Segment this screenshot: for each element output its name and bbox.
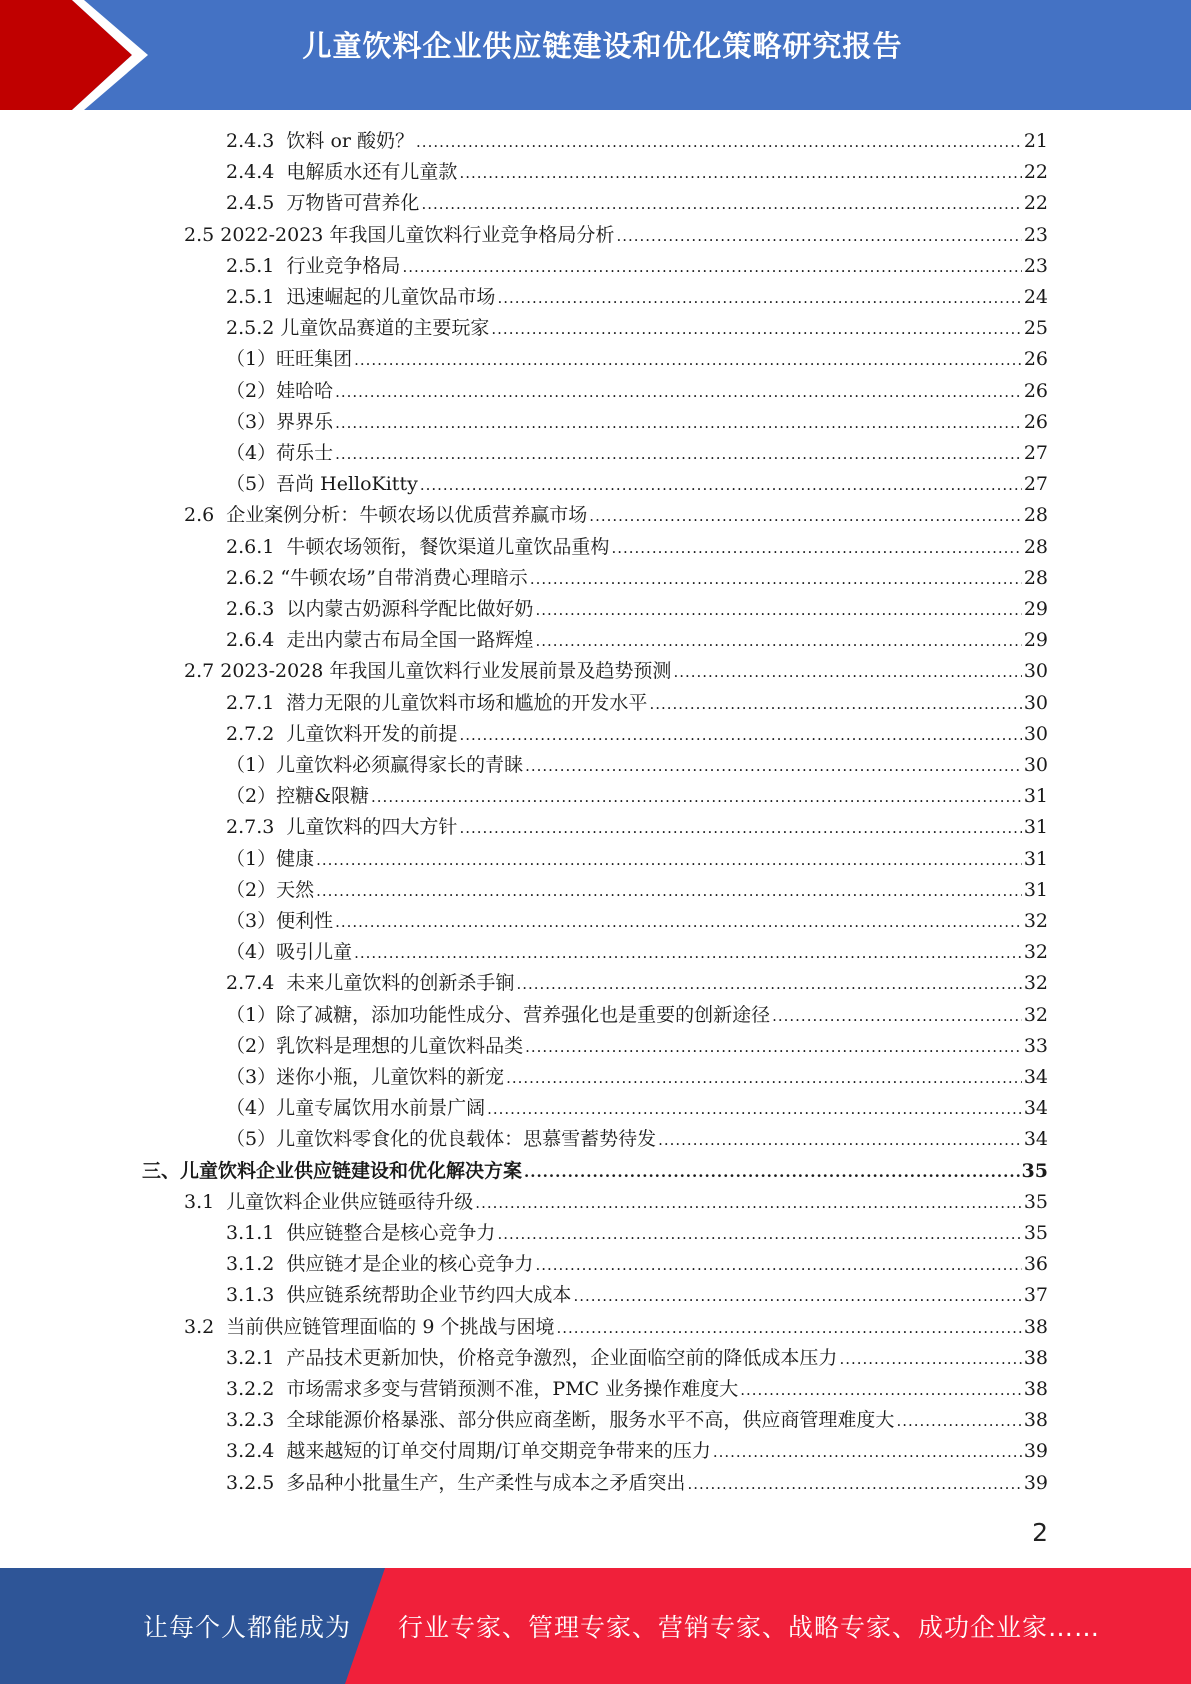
toc-entry-title: 2.5.1 行业竞争格局 <box>226 254 401 277</box>
toc-entry-title: 2.5.2 儿童饮品赛道的主要玩家 <box>226 317 490 340</box>
toc-entry[interactable] <box>226 812 1048 843</box>
toc-entry[interactable] <box>226 313 1048 344</box>
toc-leader-dots <box>673 657 1021 688</box>
toc-entry-title: 3.2.2 市场需求多变与营销预测不准，PMC 业务操作难度大 <box>226 1378 739 1400</box>
toc-entry[interactable] <box>226 781 1048 812</box>
toc-leader-dots <box>649 689 1021 720</box>
toc-entry-page: 29 <box>1023 629 1048 652</box>
toc-entry-title: 3.2.5 多品种小批量生产，生产柔性与成本之矛盾突出 <box>226 1471 686 1494</box>
toc-leader-dots <box>573 1281 1021 1312</box>
toc-entry[interactable] <box>226 126 1048 157</box>
toc-leader-dots <box>506 1063 1022 1094</box>
toc-leader-dots <box>616 221 1021 252</box>
toc-leader-dots <box>316 845 1022 876</box>
toc-entry-page: 35 <box>1021 1159 1048 1182</box>
toc-entry-title: （4）荷乐士 <box>226 442 334 464</box>
toc-leader-dots <box>589 501 1022 532</box>
toc-entry[interactable] <box>226 1374 1048 1405</box>
toc-leader-dots <box>354 345 1022 376</box>
toc-entry-page: 38 <box>1023 1315 1048 1338</box>
toc-entry-page: 33 <box>1023 1034 1048 1057</box>
toc-entry-title: 3.2.4 越来越短的订单交付周期/订单交期竞争带来的压力 <box>226 1440 711 1463</box>
toc-leader-dots <box>459 813 1021 844</box>
toc-entry[interactable] <box>226 1124 1048 1155</box>
toc-entry-title: 2.5.1 迅速崛起的儿童饮品市场 <box>226 286 496 308</box>
toc-entry-title: （3）便利性 <box>226 910 334 932</box>
toc-entry[interactable] <box>226 844 1048 875</box>
toc-entry-title: （2）乳饮料是理想的儿童饮料品类 <box>226 1034 524 1057</box>
toc-leader-dots <box>335 439 1022 470</box>
toc-leader-dots <box>497 1219 1021 1250</box>
toc-leader-dots <box>772 1001 1022 1032</box>
toc-entry-page: 35 <box>1023 1190 1048 1213</box>
toc-entry-title: 2.6 企业案例分析：牛顿农场以优质营养赢市场 <box>184 504 588 527</box>
toc-entry-title: 3.2 当前供应链管理面临的 9 个挑战与困境 <box>184 1315 555 1338</box>
toc-leader-dots <box>335 408 1022 439</box>
toc-entry[interactable] <box>226 407 1048 438</box>
toc-leader-dots <box>416 127 1022 158</box>
toc-entry-title: （5）儿童饮料零食化的优良载体：思慕雪蓄势待发 <box>226 1128 657 1151</box>
toc-entry-page: 28 <box>1023 504 1048 527</box>
toc-entry[interactable] <box>226 251 1048 282</box>
toc-entry[interactable] <box>226 968 1048 999</box>
toc-entry[interactable] <box>226 719 1048 750</box>
toc-leader-dots <box>524 1157 1020 1188</box>
toc-entry[interactable] <box>226 1000 1048 1031</box>
toc-entry[interactable] <box>226 1218 1048 1249</box>
toc-entry-page: 31 <box>1023 785 1048 808</box>
toc-leader-dots <box>525 1032 1022 1063</box>
toc-entry[interactable] <box>226 282 1048 313</box>
toc-entry-title: 3.2.3 全球能源价格暴涨、部分供应商垄断，服务水平不高，供应商管理难度大 <box>226 1409 895 1432</box>
toc-entry[interactable] <box>226 1062 1048 1093</box>
toc-leader-dots <box>459 720 1021 751</box>
toc-entry-title: 三、儿童饮料企业供应链建设和优化解决方案 <box>142 1159 523 1182</box>
toc-entry[interactable] <box>184 1312 1048 1343</box>
toc-entry-title: 3.2.1 产品技术更新加快，价格竞争激烈，企业面临空前的降低成本压力 <box>226 1346 838 1369</box>
toc-entry-title: 2.7.1 潜力无限的儿童饮料市场和尴尬的开发水平 <box>226 691 648 714</box>
toc-entry-title: 2.4.4 电解质水还有儿童款 <box>226 161 458 184</box>
toc-entry-title: 2.7.2 儿童饮料开发的前提 <box>226 722 458 745</box>
toc-entry[interactable] <box>226 1031 1048 1062</box>
toc-entry[interactable] <box>226 344 1048 375</box>
toc-entry[interactable] <box>226 1436 1048 1467</box>
toc-entry-title: （2）天然 <box>226 878 315 901</box>
toc-leader-dots <box>487 1094 1022 1125</box>
toc-entry-page: 23 <box>1023 223 1048 246</box>
toc-entry[interactable] <box>226 1468 1048 1499</box>
header-banner <box>0 0 1191 110</box>
toc-entry[interactable] <box>184 220 1048 251</box>
toc-entry[interactable] <box>184 1187 1048 1218</box>
toc-entry-title: 2.5 2022-2023 年我国儿童饮料行业竞争格局分析 <box>184 223 615 246</box>
toc-entry-page: 36 <box>1023 1253 1048 1276</box>
toc-entry-title: 2.7 2023-2028 年我国儿童饮料行业发展前景及趋势预测 <box>184 660 672 683</box>
toc-entry-title: （4）吸引儿童 <box>226 941 353 964</box>
toc-leader-dots <box>535 595 1021 626</box>
toc-leader-dots <box>556 1313 1021 1344</box>
toc-entry-title: 2.6.4 走出内蒙古布局全国一路辉煌 <box>226 629 534 652</box>
toc-entry-page: 26 <box>1023 348 1048 371</box>
toc-entry-page: 26 <box>1023 379 1048 402</box>
toc-leader-dots <box>371 782 1022 813</box>
toc-leader-dots <box>535 1250 1021 1281</box>
toc-leader-dots <box>421 189 1021 220</box>
toc-leader-dots <box>713 1437 1022 1468</box>
toc-leader-dots <box>525 751 1022 782</box>
toc-entry-page: 29 <box>1023 598 1048 620</box>
toc-entry[interactable] <box>226 594 1048 625</box>
toc-entry-page: 38 <box>1023 1346 1048 1369</box>
toc-entry-page: 31 <box>1023 816 1048 839</box>
toc-entry-page: 30 <box>1023 691 1048 714</box>
toc-entry-page: 22 <box>1023 192 1048 215</box>
toc-entry[interactable] <box>226 469 1048 500</box>
toc-entry-page: 34 <box>1023 1066 1048 1088</box>
toc-leader-dots <box>316 876 1022 907</box>
toc-entry[interactable] <box>226 1280 1048 1311</box>
toc-entry[interactable] <box>184 500 1048 531</box>
toc-entry-title: （1）健康 <box>226 847 315 870</box>
toc-leader-dots <box>516 969 1021 1000</box>
toc-entry-title: （3）界界乐 <box>226 410 334 433</box>
toc-entry[interactable] <box>142 1156 1048 1187</box>
toc-entry[interactable] <box>226 1249 1048 1280</box>
toc-leader-dots <box>475 1188 1022 1219</box>
toc-entry-page: 31 <box>1023 847 1048 870</box>
toc-entry[interactable] <box>226 688 1048 719</box>
toc-leader-dots <box>402 252 1021 283</box>
toc-entry-page: 32 <box>1023 941 1048 964</box>
toc-entry-title: 3.1 儿童饮料企业供应链亟待升级 <box>184 1190 474 1213</box>
footer-banner <box>0 1568 1191 1684</box>
toc-entry-page: 21 <box>1023 130 1048 152</box>
toc-leader-dots <box>740 1375 1022 1406</box>
toc-leader-dots <box>354 938 1022 969</box>
toc-entry-title: 2.4.5 万物皆可营养化 <box>226 192 420 215</box>
toc-entry-title: 2.7.3 儿童饮料的四大方针 <box>226 816 458 839</box>
toc-entry-title: （2）娃哈哈 <box>226 379 334 402</box>
toc-leader-dots <box>335 907 1022 938</box>
toc-entry-page: 37 <box>1023 1284 1048 1307</box>
toc-entry-title: 3.1.1 供应链整合是核心竞争力 <box>226 1222 496 1244</box>
toc-entry-title: （1）儿童饮料必须赢得家长的青睐 <box>226 754 524 776</box>
toc-entry-title: 3.1.3 供应链系统帮助企业节约四大成本 <box>226 1284 572 1307</box>
toc-entry[interactable] <box>226 937 1048 968</box>
toc-entry-page: 23 <box>1023 254 1048 277</box>
toc-entry-page: 38 <box>1023 1378 1048 1400</box>
toc-entry-page: 28 <box>1023 535 1048 558</box>
toc-entry-title: 2.6.3 以内蒙古奶源科学配比做好奶 <box>226 598 534 620</box>
toc-entry[interactable] <box>226 906 1048 937</box>
toc-leader-dots <box>420 470 1022 501</box>
toc-entry-title: 2.6.1 牛顿农场领衔，餐饮渠道儿童饮品重构 <box>226 535 610 558</box>
toc-leader-dots <box>491 314 1021 345</box>
toc-entry-page: 32 <box>1023 910 1048 932</box>
page-number: 2 <box>1032 1518 1048 1547</box>
toc-entry-title: （1）旺旺集团 <box>226 348 353 371</box>
toc-leader-dots <box>535 626 1021 657</box>
toc-leader-dots <box>896 1406 1021 1437</box>
toc-entry-title: 2.7.4 未来儿童饮料的创新杀手锏 <box>226 972 515 995</box>
toc-entry-page: 22 <box>1023 161 1048 184</box>
toc-entry-page: 31 <box>1023 878 1048 901</box>
toc-entry[interactable] <box>226 376 1048 407</box>
toc-entry-title: 2.4.3 饮料 or 酸奶？ <box>226 130 415 152</box>
toc-entry[interactable] <box>226 438 1048 469</box>
toc-entry-title: （2）控糖&限糖 <box>226 785 370 808</box>
toc-entry-page: 24 <box>1023 286 1048 308</box>
toc-entry-title: （5）吾尚 HelloKitty <box>226 473 418 496</box>
toc-entry-page: 34 <box>1023 1097 1048 1120</box>
toc-leader-dots <box>335 377 1022 408</box>
toc-entry-page: 26 <box>1023 410 1048 433</box>
toc-entry-page: 32 <box>1023 1003 1048 1026</box>
toc-entry-title: （1）除了减糖，添加功能性成分、营养强化也是重要的创新途径 <box>226 1003 771 1026</box>
toc-entry-page: 30 <box>1023 722 1048 745</box>
toc-entry[interactable] <box>226 563 1048 594</box>
toc-entry[interactable] <box>226 188 1048 219</box>
toc-leader-dots <box>530 564 1022 595</box>
toc-entry[interactable] <box>226 532 1048 563</box>
footer-slogan-right: 行业专家、管理专家、营销专家、战略专家、成功企业家…… <box>398 1613 1101 1642</box>
toc-entry[interactable] <box>226 1093 1048 1124</box>
toc-entry-page: 25 <box>1023 317 1048 340</box>
footer-slogan-left: 让每个人都能成为 <box>143 1613 352 1642</box>
toc-entry-page: 28 <box>1023 566 1048 589</box>
toc-leader-dots <box>497 283 1021 314</box>
toc-leader-dots <box>611 533 1021 564</box>
toc-entry-page: 35 <box>1023 1222 1048 1244</box>
report-title: 儿童饮料企业供应链建设和优化策略研究报告 <box>302 29 903 63</box>
toc-entry[interactable] <box>226 625 1048 656</box>
toc-entry-page: 38 <box>1023 1409 1048 1432</box>
toc-entry-page: 27 <box>1023 473 1048 496</box>
toc-entry-title: （4）儿童专属饮用水前景广阔 <box>226 1097 486 1120</box>
toc-entry-title: 2.6.2 “牛顿农场”自带消费心理暗示 <box>226 566 528 589</box>
toc-entry[interactable] <box>184 656 1048 687</box>
toc-entry-page: 34 <box>1023 1128 1048 1151</box>
toc-entry[interactable] <box>226 750 1048 781</box>
toc-leader-dots <box>839 1344 1021 1375</box>
toc-entry-page: 30 <box>1023 660 1048 683</box>
toc-entry[interactable] <box>226 157 1048 188</box>
toc-entry-page: 39 <box>1023 1471 1048 1494</box>
toc-entry[interactable] <box>226 1343 1048 1374</box>
toc-entry-page: 30 <box>1023 754 1048 776</box>
toc-entry[interactable] <box>226 1405 1048 1436</box>
toc-entry[interactable] <box>226 875 1048 906</box>
toc-leader-dots <box>658 1125 1022 1156</box>
toc-leader-dots <box>687 1469 1021 1500</box>
toc-entry-page: 27 <box>1023 442 1048 464</box>
toc-entry-page: 32 <box>1023 972 1048 995</box>
toc-entry-title: （3）迷你小瓶，儿童饮料的新宠 <box>226 1066 505 1088</box>
toc-leader-dots <box>459 158 1021 189</box>
toc-entry-title: 3.1.2 供应链才是企业的核心竞争力 <box>226 1253 534 1276</box>
toc-entry-page: 39 <box>1023 1440 1048 1463</box>
